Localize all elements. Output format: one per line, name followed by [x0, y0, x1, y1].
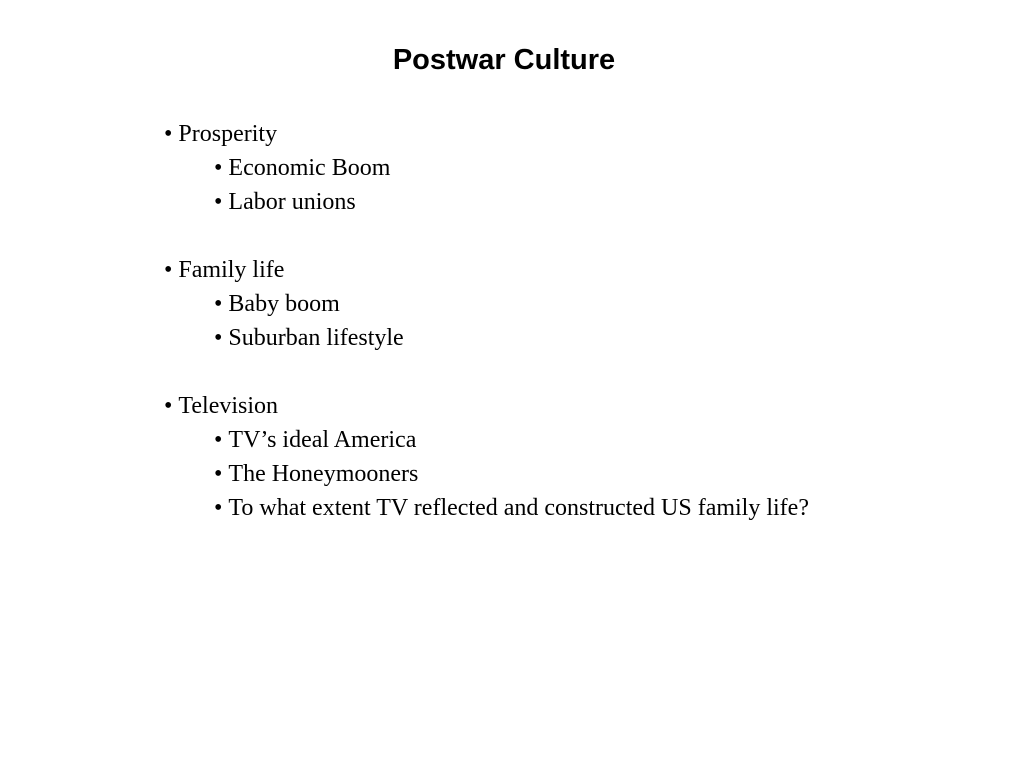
bullet-item-text: Suburban lifestyle: [228, 325, 404, 351]
slide-title: Postwar Culture: [392, 44, 616, 76]
bullet-heading: [164, 389, 984, 423]
bullet-icon: •: [214, 189, 223, 215]
bullet-heading: [164, 253, 984, 287]
bullet-heading-text: Television: [178, 393, 279, 419]
bullet-item-text: Labor unions: [228, 189, 356, 215]
bullet-item: [164, 185, 984, 219]
bullet-icon: •: [214, 325, 223, 351]
bullet-heading-text: Prosperity: [178, 121, 278, 147]
bullet-icon: •: [214, 495, 223, 521]
bullet-icon: •: [214, 291, 223, 317]
bullet-item: [164, 491, 984, 525]
bullet-item: [164, 287, 984, 321]
bullet-item: [164, 423, 984, 457]
section-family-life: [164, 253, 984, 355]
bullet-heading-text: Family life: [178, 257, 285, 283]
bullet-heading: [164, 117, 984, 151]
bullet-item-text: Baby boom: [228, 291, 340, 317]
bullet-item: [164, 321, 984, 355]
bullet-item-text: To what extent TV reflected and constructed US family life?: [228, 495, 809, 521]
bullet-icon: •: [164, 257, 173, 283]
bullet-icon: •: [214, 427, 223, 453]
bullet-icon: •: [164, 393, 173, 419]
section-prosperity: [164, 117, 984, 219]
slide-body: [164, 117, 984, 559]
bullet-item-text: TV’s ideal America: [228, 427, 417, 453]
bullet-icon: •: [214, 461, 223, 487]
bullet-icon: •: [214, 155, 223, 181]
bullet-item-text: The Honeymooners: [228, 461, 419, 487]
bullet-item: [164, 457, 984, 491]
section-television: [164, 389, 984, 525]
bullet-item: [164, 151, 984, 185]
bullet-icon: •: [164, 121, 173, 147]
bullet-item-text: Economic Boom: [228, 155, 391, 181]
